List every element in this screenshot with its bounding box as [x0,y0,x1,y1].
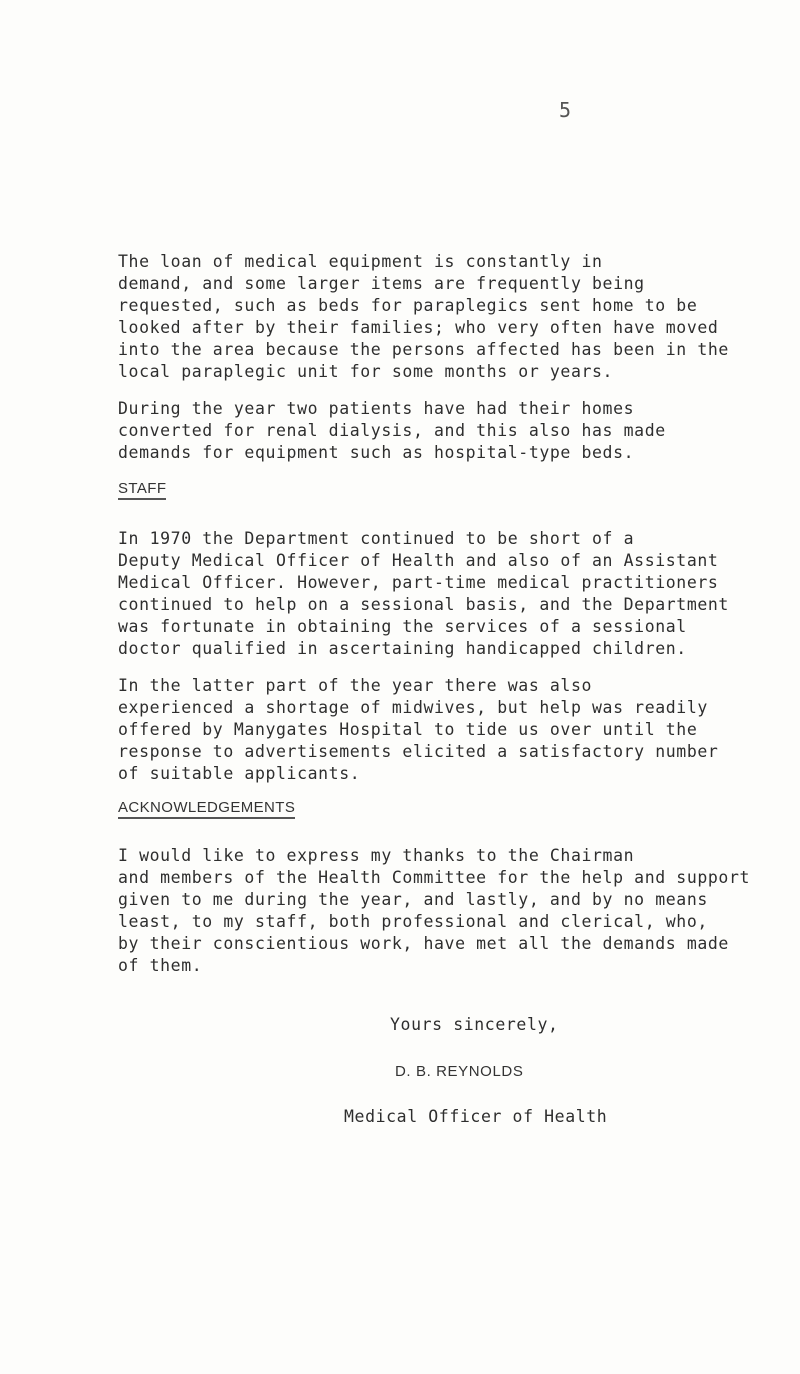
text-line: demand, and some larger items are frequently being [118,274,645,293]
text-line: The loan of medical equipment is constantly in [118,252,603,271]
text-line: response to advertisements elicited a satisfactory number [118,742,719,761]
text-line: During the year two patients have had their homes [118,399,635,418]
text-line: local paraplegic unit for some months or years. [118,362,614,381]
text-line: In 1970 the Department continued to be short of a [118,529,635,548]
text-line: was fortunate in obtaining the services of a sessional [118,617,687,636]
paragraph-acknowledgements [118,845,798,977]
text-line: looked after by their families; who very often have moved [118,318,719,337]
section-heading-acknowledgements: ACKNOWLEDGEMENTS [118,799,295,819]
text-line: Medical Officer. However, part-time medical practitioners [118,573,719,592]
text-line: given to me during the year, and lastly, and by no means [118,890,708,909]
signature-title: Medical Officer of Health [344,1107,608,1126]
text-line: doctor qualified in ascertaining handicapped children. [118,639,687,658]
text-line: demands for equipment such as hospital-type beds. [118,443,635,462]
signature-name: D. B. REYNOLDS [395,1063,524,1080]
paragraph-staff-2 [118,675,798,785]
text-line: of them. [118,956,203,975]
text-line: least, to my staff, both professional and clerical, who, [118,912,708,931]
text-line: and members of the Health Committee for the help and support [118,868,751,887]
text-line: of suitable applicants. [118,764,361,783]
text-line: by their conscientious work, have met all the demands made [118,934,729,953]
signature-closing: Yours sincerely, [390,1015,559,1034]
page-number: 5 [559,98,572,122]
text-line: Deputy Medical Officer of Health and also of an Assistant [118,551,719,570]
paragraph-dialysis [118,398,798,464]
text-line: requested, such as beds for paraplegics sent home to be [118,296,698,315]
text-line: I would like to express my thanks to the Chairman [118,846,635,865]
text-line: converted for renal dialysis, and this also has made [118,421,666,440]
text-line: into the area because the persons affected has been in the [118,340,729,359]
paragraph-equipment [118,251,798,383]
section-heading-staff: STAFF [118,480,166,500]
text-line: continued to help on a sessional basis, and the Department [118,595,729,614]
paragraph-staff-1 [118,528,798,660]
text-line: experienced a shortage of midwives, but help was readily [118,698,708,717]
text-line: offered by Manygates Hospital to tide us over until the [118,720,698,739]
text-line: In the latter part of the year there was also [118,676,593,695]
